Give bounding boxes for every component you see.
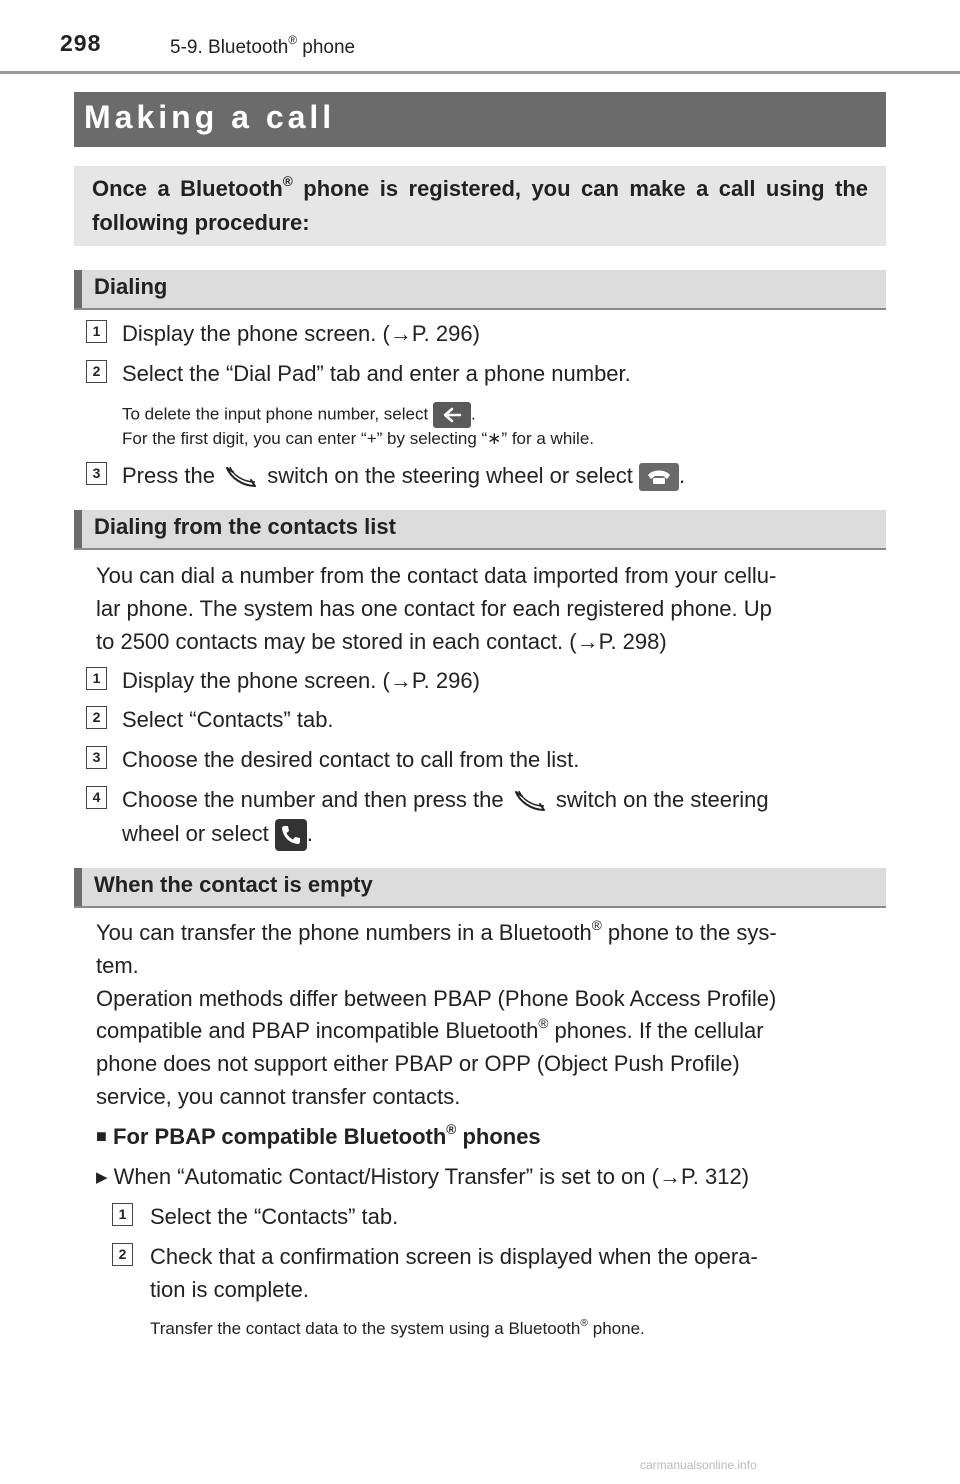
step-number: 1 [86, 320, 107, 343]
step4-part-a: Choose the number and then press the [122, 787, 504, 812]
intro-part2: phone is registered, you can make a call using the following procedure: [92, 176, 868, 235]
note1-text: To delete the input phone number, select [122, 404, 429, 424]
dialing-step3 [122, 459, 685, 492]
contacts-para-line3: to 2500 contacts may be stored in each contact. (→P. 298) [96, 629, 667, 654]
contacts-step1: Display the phone screen. (→P. 296) [122, 668, 480, 693]
dialing-note2: For the first digit, you can enter “+” by selecting “∗” for a while. [122, 429, 595, 448]
pbap-subheading [96, 1120, 541, 1153]
empty-p2-line3: phone does not support either PBAP or OPP (Object Push Profile) [96, 1051, 740, 1076]
p1-reg: ® [591, 917, 602, 933]
pbap-subheading-a: For PBAP compatible Bluetooth [113, 1124, 447, 1149]
step-number: 2 [112, 1243, 133, 1266]
step-number: 4 [86, 786, 107, 809]
dialing-note1 [122, 402, 476, 428]
auto-transfer-text: When “Automatic Contact/History Transfer” is set to on (→P. 312) [113, 1164, 750, 1189]
empty-p1-line2: tem. [96, 953, 139, 978]
square-bullet-icon: ■ [96, 1126, 107, 1146]
contacts-step4-line1 [122, 783, 769, 816]
auto-transfer-line [96, 1160, 749, 1194]
step-number: 2 [86, 360, 107, 383]
step3-period: . [678, 463, 686, 488]
step4-part-c: wheel or select [122, 821, 269, 846]
step3-part-a: Press the [122, 463, 215, 488]
note1-period: . [470, 404, 476, 424]
phone-handset-icon [275, 819, 307, 851]
call-button-icon [639, 463, 679, 491]
contacts-step2: Select “Contacts” tab. [122, 707, 334, 732]
section-title [170, 33, 356, 59]
contacts-step3: Choose the desired contact to call from the list. [122, 747, 580, 772]
contacts-heading-text: Dialing from the contacts list [94, 514, 396, 539]
intro-reg: ® [282, 173, 293, 189]
p2-part-a: compatible and PBAP incompatible Bluetooth [96, 1018, 539, 1043]
step4-period: . [306, 821, 313, 846]
step-number: 1 [86, 667, 107, 690]
p1-part-b: phone to the sys- [601, 920, 777, 945]
empty-heading [74, 868, 886, 908]
page-header [0, 0, 960, 76]
empty-step2-line1: Check that a confirmation screen is displayed when the opera- [150, 1244, 758, 1269]
empty-p2-line2 [96, 1014, 764, 1047]
page-title: Making a call [84, 99, 336, 135]
contacts-heading [74, 510, 886, 550]
empty-p1-line1 [96, 916, 777, 949]
p2-reg: ® [538, 1015, 549, 1031]
section-prefix: 5-9. Bluetooth [170, 37, 289, 58]
step-number: 3 [86, 746, 107, 769]
dialing-step1: Display the phone screen. (→P. 296) [122, 321, 480, 346]
watermark-text: carmanualsonline.info [640, 1458, 757, 1472]
pbap-subheading-b: phones [456, 1124, 541, 1149]
empty-p2-line4: service, you cannot transfer contacts. [96, 1084, 461, 1109]
section-reg-mark: ® [288, 33, 297, 47]
dialing-heading [74, 270, 886, 310]
header-rule [0, 71, 960, 74]
step-number: 3 [86, 462, 107, 485]
steering-phone-switch-icon [510, 788, 550, 814]
step3-part-b: switch on the steering wheel or select [267, 463, 633, 488]
note-reg: ® [580, 1316, 589, 1329]
step4-part-b: switch on the steering [555, 787, 769, 812]
note-part-a: Transfer the contact data to the system using a Bluetooth [150, 1319, 581, 1338]
dialing-heading-text: Dialing [94, 274, 168, 299]
note-part-b: phone. [588, 1319, 645, 1338]
empty-note [150, 1316, 645, 1339]
empty-step1: Select the “Contacts” tab. [150, 1204, 399, 1229]
intro-box [74, 166, 886, 246]
step-number: 1 [112, 1203, 133, 1226]
section-suffix: phone [296, 37, 356, 58]
contacts-para-line1: You can dial a number from the contact data imported from your cellu- [96, 563, 777, 588]
intro-text [92, 172, 868, 240]
page-title-bar [74, 92, 886, 147]
empty-p2-line1: Operation methods differ between PBAP (Phone Book Access Profile) [96, 986, 777, 1011]
back-arrow-icon [433, 402, 471, 428]
page-number: 298 [60, 30, 102, 56]
triangle-bullet-icon: ▶ [96, 1169, 108, 1186]
p1-part-a: You can transfer the phone numbers in a Bluetooth [96, 920, 592, 945]
contacts-para-line2: lar phone. The system has one contact for each registered phone. Up [96, 596, 772, 621]
empty-heading-text: When the contact is empty [94, 872, 373, 897]
contacts-step4-line2 [122, 817, 313, 851]
p2-part-b: phones. If the cellular [548, 1018, 764, 1043]
step-number: 2 [86, 706, 107, 729]
dialing-step2: Select the “Dial Pad” tab and enter a phone number. [122, 361, 631, 386]
pbap-subheading-reg: ® [446, 1121, 457, 1137]
steering-phone-switch-icon [221, 464, 261, 490]
empty-step2-line2: tion is complete. [150, 1277, 309, 1302]
intro-part1: Once a Bluetooth [92, 176, 283, 201]
